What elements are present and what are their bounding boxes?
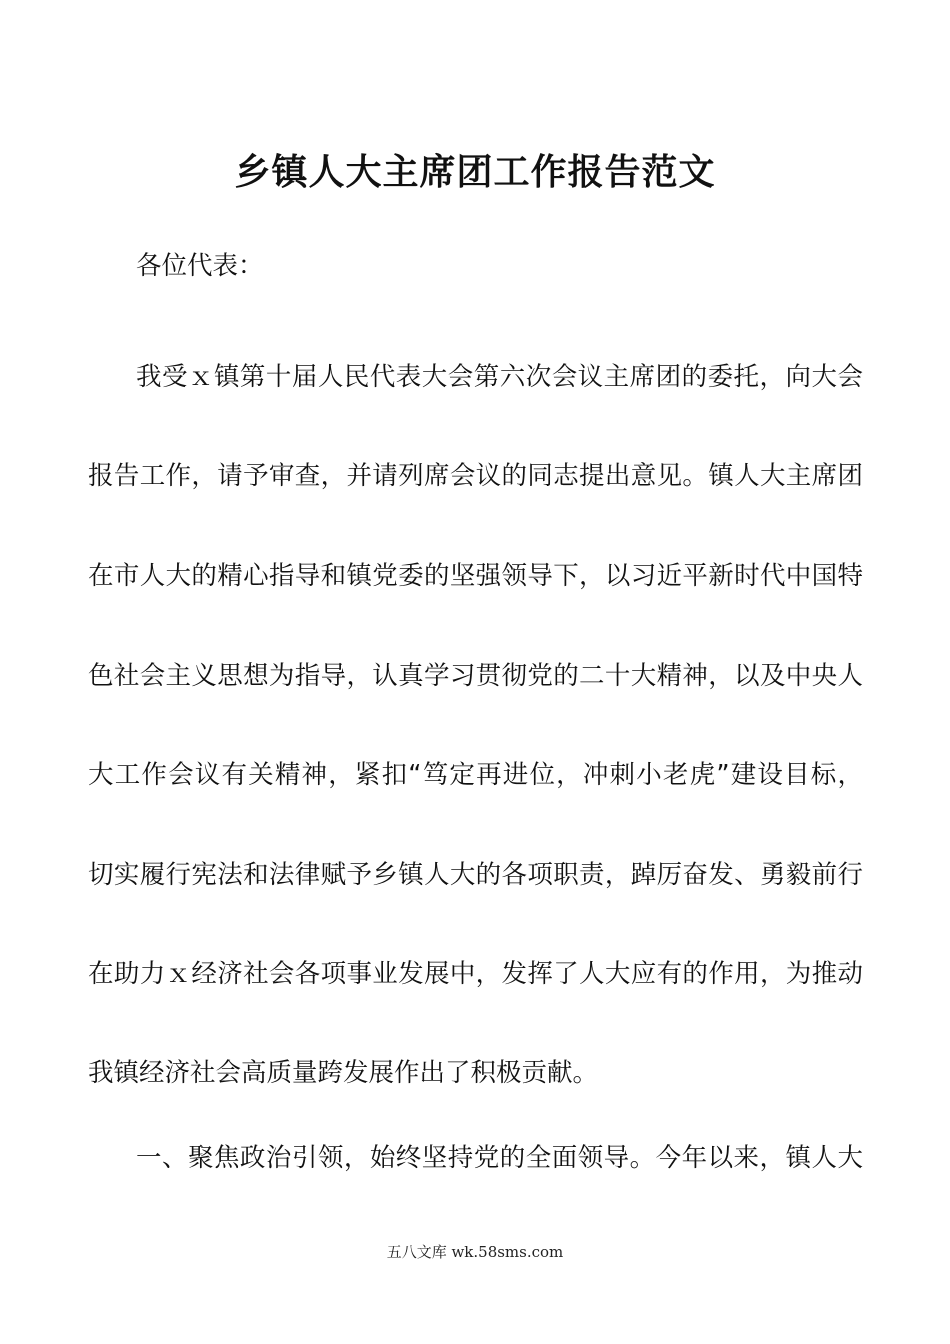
body-line-7: 在助力ｘ经济社会各项事业发展中，发挥了人大应有的作用，为推动	[88, 959, 863, 989]
salutation-line: 各位代表：	[136, 251, 264, 281]
footer-watermark: 五八文库 wk.58sms.com	[386, 1243, 564, 1261]
section-heading-line: 一、聚焦政治引领，始终坚持党的全面领导。今年以来，镇人大	[136, 1143, 863, 1173]
body-line-1: 我受ｘ镇第十届人民代表大会第六次会议主席团的委托，向大会	[136, 362, 863, 392]
body-line-6: 切实履行宪法和法律赋予乡镇人大的各项职责，踔厉奋发、勇毅前行	[88, 860, 863, 890]
document-title: 乡镇人大主席团工作报告范文	[234, 152, 716, 193]
body-line-2: 报告工作，请予审查，并请列席会议的同志提出意见。镇人大主席团	[88, 461, 863, 491]
body-line-8: 我镇经济社会高质量跨发展作出了积极贡献。	[88, 1058, 599, 1088]
body-line-4: 色社会主义思想为指导，认真学习贯彻党的二十大精神，以及中央人	[88, 661, 863, 691]
body-line-5: 大工作会议有关精神，紧扣“笃定再进位，冲刺小老虎”建设目标，	[88, 760, 863, 790]
body-line-3: 在市人大的精心指导和镇党委的坚强领导下，以习近平新时代中国特	[88, 561, 863, 591]
